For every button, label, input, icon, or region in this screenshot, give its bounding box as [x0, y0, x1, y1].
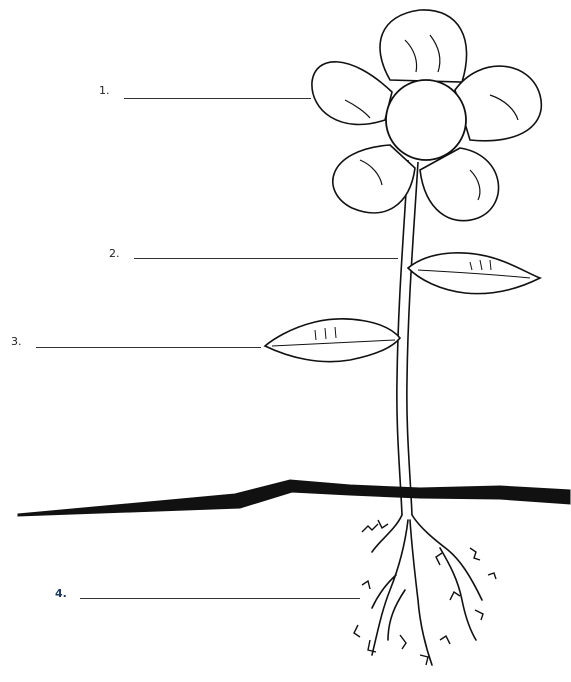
label-2-blank-line[interactable] [134, 258, 398, 259]
label-4-number: 4. [55, 587, 67, 600]
label-2-number: 2. [109, 247, 120, 260]
ground [18, 480, 570, 516]
label-3-blank-line[interactable] [36, 347, 261, 348]
label-4-blank-line[interactable] [80, 598, 360, 599]
label-1-blank-line[interactable] [124, 98, 311, 99]
roots [372, 515, 482, 665]
label-3-number: 3. [11, 335, 22, 348]
label-1-number: 1. [99, 84, 110, 97]
flower-center [386, 80, 466, 160]
